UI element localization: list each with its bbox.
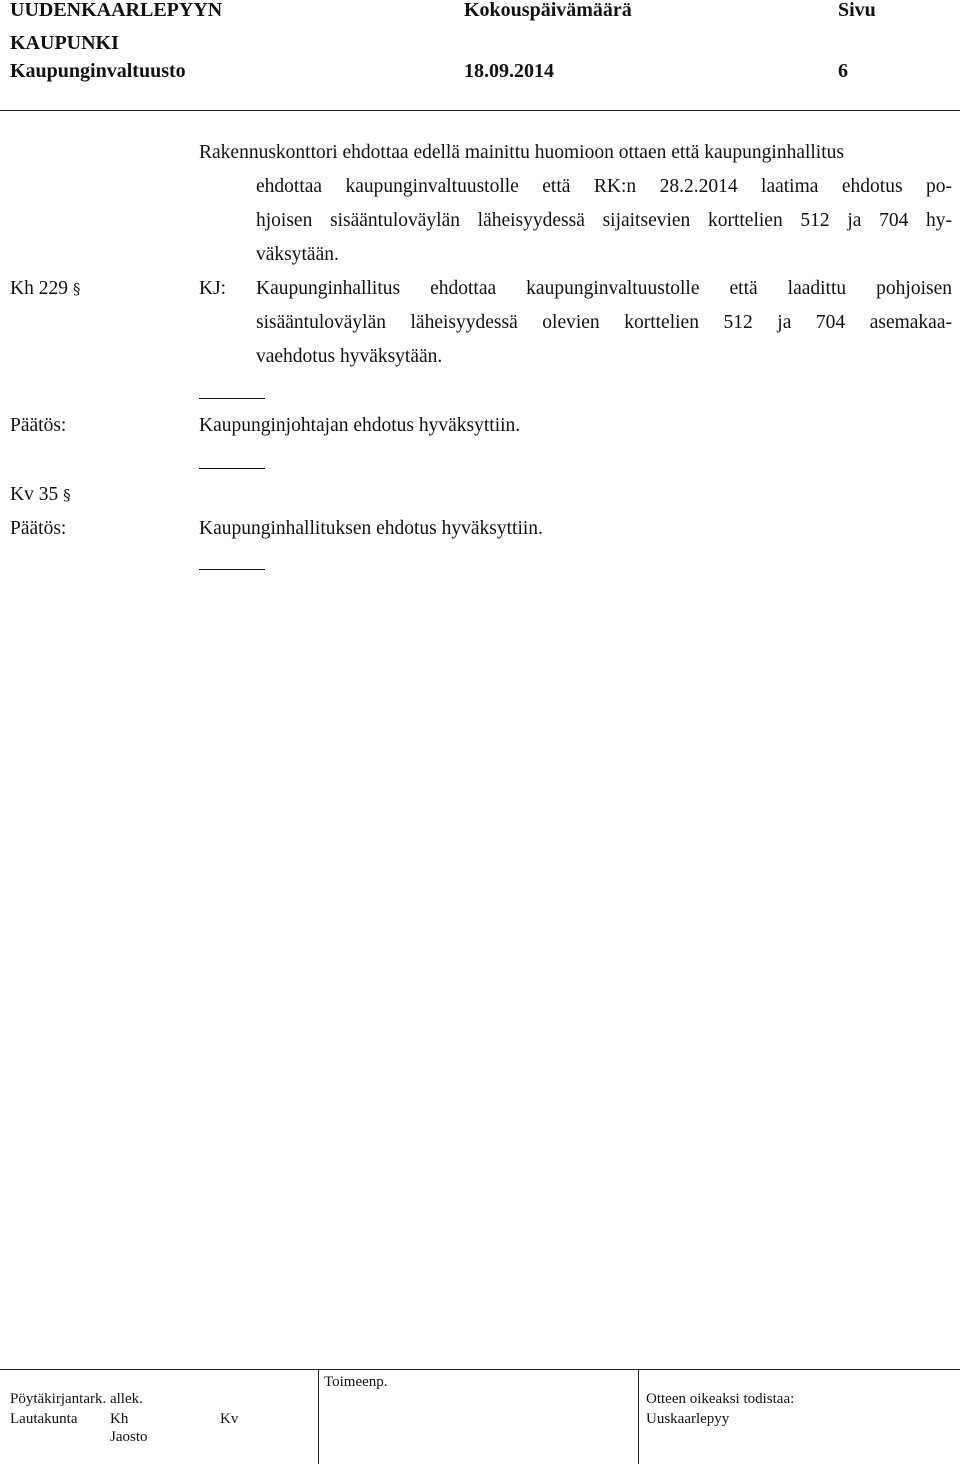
decision-text: Kaupunginhallituksen ehdotus hyväksyttiin.: [199, 518, 543, 539]
section-sign: §: [63, 486, 71, 504]
intro-line-2: ehdottaa kaupunginvaltuustolle että RK:n 28.2.2014 laatima ehdotus po-: [256, 176, 952, 197]
footer-column-divider: [318, 1369, 319, 1464]
kh-section-ref: [10, 272, 80, 306]
decision-label: Päätös:: [10, 518, 67, 539]
intro-line-4: väksytään.: [256, 244, 339, 265]
page-label: Sivu: [838, 0, 876, 21]
decision-text: Kaupunginjohtajan ehdotus hyväksyttiin.: [199, 415, 521, 436]
footer-divider: [0, 1369, 960, 1370]
intro-line-3: hjoisen sisääntuloväylän läheisyydessä sijaitsevien korttelien 512 ja 704 hy-: [256, 210, 952, 231]
minutes-checker-label: Pöytäkirjantark. allek.: [10, 1391, 143, 1407]
certified-label: Otteen oikeaksi todistaa:: [646, 1391, 795, 1407]
page-number: 6: [838, 60, 848, 82]
section-sign: §: [72, 280, 81, 298]
kj-prefix: KJ:: [199, 278, 227, 299]
kv-ref: Kv 35: [10, 484, 59, 505]
footer-kh: Kh: [110, 1411, 129, 1427]
footer-lautakunta: Lautakunta: [10, 1411, 78, 1427]
org-name-line1: UUDENKAARLEPYYN: [10, 0, 223, 21]
date-label: Kokouspäivämäärä: [464, 0, 632, 21]
kh-proposal-line-3: vaehdotus hyväksytään.: [256, 346, 443, 367]
org-name-line2: KAUPUNKI: [10, 32, 119, 54]
executed-label: Toimeenp.: [324, 1374, 388, 1390]
separator-line: [199, 398, 265, 399]
decision-label: Päätös:: [10, 415, 67, 436]
header-divider: [0, 110, 960, 111]
separator-line: [199, 468, 265, 469]
kh-proposal-line-2: sisääntuloväylän läheisyydessä olevien korttelien 512 ja 704 asemakaa-: [256, 312, 952, 333]
footer-jaosto: Jaosto: [110, 1429, 148, 1445]
body-name: Kaupunginvaltuusto: [10, 60, 186, 82]
kv-section-ref: [10, 478, 71, 512]
footer-kv: Kv: [220, 1411, 239, 1427]
separator-line: [199, 569, 265, 570]
footer-column-divider: [638, 1369, 639, 1464]
intro-line-1: Rakennuskonttori ehdottaa edellä mainittu huomioon ottaen että kaupunginhallitus: [199, 142, 844, 163]
meeting-date: 18.09.2014: [464, 60, 554, 82]
kh-ref: Kh 229: [10, 278, 68, 299]
kh-proposal-line-1: Kaupunginhallitus ehdottaa kaupunginvaltuustolle että laadittu pohjoisen: [256, 278, 952, 299]
footer-city: Uuskaarlepyy: [646, 1411, 730, 1427]
